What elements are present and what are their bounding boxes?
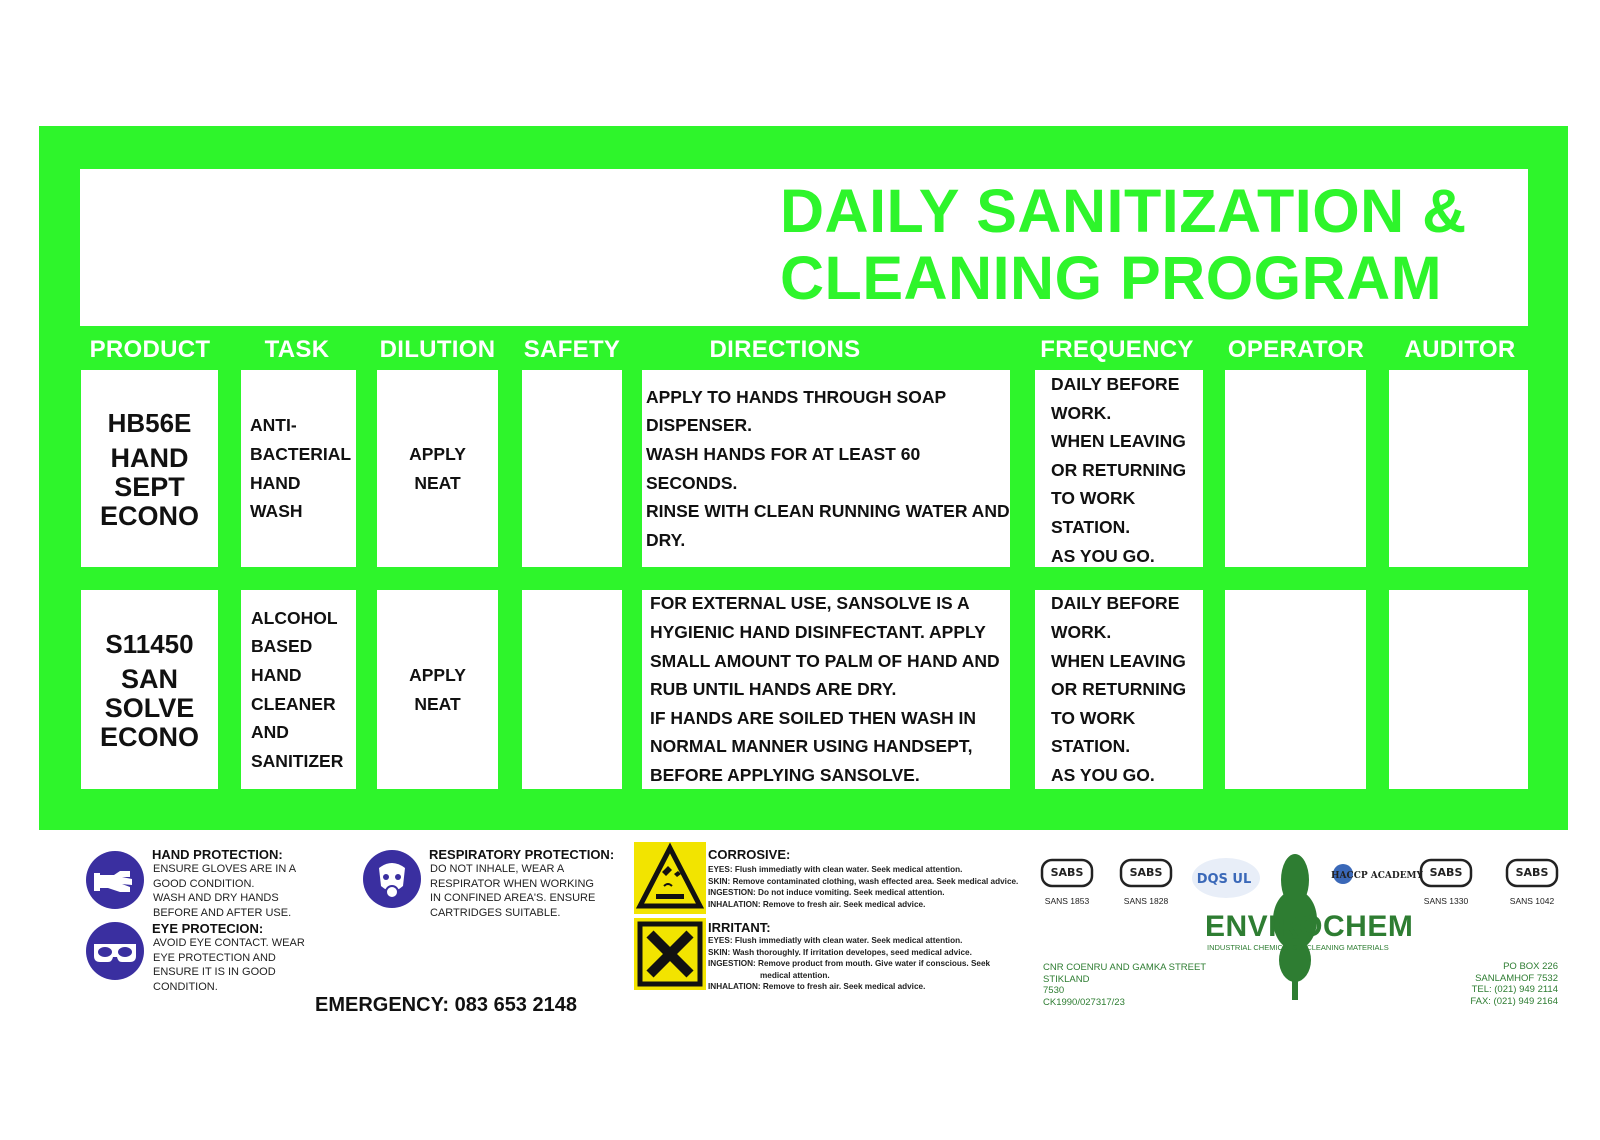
frequency-line: WORK.	[1051, 622, 1112, 643]
product-name-line: SAN	[120, 664, 178, 694]
directions-line: RINSE WITH CLEAN RUNNING WATER AND	[646, 501, 1010, 522]
irritant-line: EYES: Flush immediatly with clean water. Seek medical attention.	[708, 936, 963, 945]
header-operator: OPERATOR	[1227, 336, 1365, 363]
frequency-line: AS YOU GO.	[1051, 764, 1155, 785]
directions-line: NORMAL MANNER USING HANDSEPT,	[650, 736, 973, 757]
hand-protection-line: WASH AND DRY HANDS	[153, 892, 279, 904]
header-auditor: AUDITOR	[1404, 336, 1516, 363]
svg-text:HACCP ACADEMY: HACCP ACADEMY	[1331, 871, 1423, 881]
sabs-badge-1330	[1417, 858, 1475, 906]
frequency-line: DAILY BEFORE	[1051, 593, 1180, 614]
product-code: S11450	[105, 629, 194, 659]
hand-protection-line: BEFORE AND AFTER USE.	[153, 906, 292, 919]
sabs-badge-1853	[1038, 858, 1096, 906]
frequency-line: OR RETURNING	[1051, 459, 1187, 480]
product-name-line: SEPT	[114, 472, 185, 502]
table-row-1-safety	[522, 370, 622, 567]
hand-protection-title: HAND PROTECTION:	[152, 847, 283, 862]
corrosive-line: EYES: Flush immediatly with clean water. Seek medical attention.	[708, 865, 963, 874]
certification-caption: SANS 1042	[1509, 896, 1555, 906]
irritant-line: INHALATION: Remove to fresh air. Seek medical advice.	[708, 982, 926, 991]
directions-line: IF HANDS ARE SOILED THEN WASH IN	[650, 707, 977, 728]
table-row-1-product	[81, 370, 218, 567]
corrosive-line: SKIN: Remove contaminated clothing, wash effected area. Seek medical advice.	[708, 876, 1019, 886]
frequency-line: WHEN LEAVING	[1051, 431, 1186, 452]
task-line: WASH	[250, 501, 303, 522]
page-title	[780, 178, 1467, 312]
directions-line: FOR EXTERNAL USE, SANSOLVE IS A	[650, 593, 970, 614]
sabs-badge-1042	[1503, 858, 1561, 906]
directions-line: HYGIENIC HAND DISINFECTANT. APPLY	[650, 622, 986, 643]
table-row-2-dilution	[377, 590, 498, 789]
svg-text:DQS UL: DQS UL	[1196, 872, 1252, 887]
directions-line: DISPENSER.	[646, 415, 752, 436]
task-line: AND	[251, 722, 289, 743]
frequency-line: TO WORK	[1051, 488, 1136, 509]
table-row-1-frequency	[1035, 370, 1203, 567]
certification-caption: SANS 1330	[1423, 896, 1469, 906]
task-line: HAND	[250, 472, 301, 493]
address-line: CNR COENRU AND GAMKA STREET	[1043, 962, 1207, 973]
eye-protection-line: ENSURE IT IS IN GOOD	[153, 966, 276, 978]
brand-name: ENVIROCHEM	[1205, 910, 1414, 943]
brand-tagline: INDUSTRIAL CHEMICALS & CLEANING MATERIALS	[1207, 943, 1389, 952]
eye-protection-line: EYE PROTECTION AND	[153, 951, 276, 964]
product-name-line: ECONO	[99, 501, 199, 531]
table-row-2-safety	[522, 590, 622, 789]
eye-protection-text	[153, 936, 305, 994]
respiratory-protection-line: CARTRIDGES SUITABLE.	[430, 906, 561, 919]
eye-protection-line: CONDITION.	[153, 980, 218, 993]
corrosive-icon	[634, 842, 706, 914]
contact-line: TEL: (021) 949 2114	[1471, 984, 1558, 995]
corrosive-line: INGESTION: Do not induce vomiting. Seek medical attention.	[708, 888, 945, 897]
contact-line: PO BOX 226	[1503, 961, 1558, 972]
task-line: ANTI-	[250, 415, 297, 436]
task-line: BACTERIAL	[250, 443, 352, 464]
irritant-x-icon	[634, 918, 706, 990]
respirator-icon	[363, 850, 421, 908]
task-line: CLEANER	[251, 693, 336, 714]
table-row-1-dilution	[377, 370, 498, 567]
eye-protection-title: EYE PROTECION:	[152, 921, 264, 936]
svg-text:SABS: SABS	[1050, 866, 1084, 879]
respiratory-protection-title: RESPIRATORY PROTECTION:	[429, 847, 615, 862]
certification-caption: SANS 1828	[1123, 896, 1169, 906]
svg-text:SABS: SABS	[1129, 866, 1163, 879]
header-dilution: DILUTION	[379, 336, 496, 363]
title-line-1: DAILY SANITIZATION &	[780, 177, 1467, 245]
product-name-line: ECONO	[99, 722, 199, 752]
dilution-line: APPLY	[409, 443, 466, 464]
gloves-icon	[86, 851, 144, 909]
product-name-line: HAND	[110, 443, 189, 473]
brand-contact	[1470, 961, 1558, 1007]
table-row-2-operator[interactable]	[1225, 590, 1366, 789]
haccp-academy-badge	[1331, 856, 1423, 901]
goggles-icon	[86, 922, 144, 980]
dilution-line: NEAT	[414, 472, 461, 493]
table-row-2-frequency	[1035, 590, 1203, 789]
task-line: SANITIZER	[251, 750, 344, 771]
directions-line: APPLY TO HANDS THROUGH SOAP	[646, 386, 947, 407]
frequency-line: STATION.	[1051, 736, 1131, 757]
respiratory-protection-text	[430, 862, 595, 920]
dilution-line: NEAT	[414, 693, 461, 714]
frequency-line: OR RETURNING	[1051, 679, 1187, 700]
frequency-line: TO WORK	[1051, 707, 1136, 728]
product-name-line: SOLVE	[104, 693, 195, 723]
contact-line: FAX: (021) 949 2164	[1470, 995, 1558, 1007]
directions-line: SMALL AMOUNT TO PALM OF HAND AND	[650, 650, 1000, 671]
table-row-1-directions	[642, 370, 1010, 567]
task-line: HAND	[251, 664, 302, 685]
dilution-line: APPLY	[409, 664, 466, 685]
sabs-badge-1828	[1117, 858, 1175, 906]
header-directions: DIRECTIONS	[709, 336, 861, 363]
irritant-line: medical attention.	[760, 970, 830, 980]
irritant-title: IRRITANT:	[708, 920, 771, 935]
table-row-2-directions	[642, 590, 1010, 789]
frequency-line: AS YOU GO.	[1051, 545, 1155, 566]
header-product: PRODUCT	[89, 336, 211, 363]
certification-caption: SANS 1853	[1044, 896, 1090, 906]
header-task: TASK	[264, 336, 330, 363]
frequency-line: WHEN LEAVING	[1051, 650, 1186, 671]
eye-protection-line: AVOID EYE CONTACT. WEAR	[153, 937, 305, 949]
address-line: 7530	[1043, 985, 1065, 996]
directions-line: WASH HANDS FOR AT LEAST 60 SECONDS.	[646, 443, 921, 493]
frequency-line: DAILY BEFORE	[1051, 374, 1180, 394]
dqs-ul-badge	[1186, 856, 1262, 905]
respiratory-protection-line: DO NOT INHALE, WEAR A	[430, 863, 565, 875]
task-line: ALCOHOL	[251, 607, 338, 628]
directions-line: DRY.	[646, 529, 686, 550]
table-row-2-auditor[interactable]	[1389, 590, 1528, 789]
table-row-2-task	[241, 590, 356, 789]
irritant-line: INGESTION: Remove product from mouth. Give water if conscious. Seek	[708, 959, 991, 968]
respiratory-protection-line: RESPIRATOR WHEN WORKING	[430, 877, 594, 890]
product-code: HB56E	[107, 408, 192, 438]
irritant-text	[708, 935, 990, 993]
hand-protection-line: GOOD CONDITION.	[153, 877, 255, 890]
directions-line: RUB UNTIL HANDS ARE DRY.	[650, 679, 897, 700]
hand-protection-text	[153, 862, 296, 920]
irritant-line: SKIN: Wash thoroughly. If irritation developes, seed medical advice.	[708, 947, 972, 957]
emergency-number: EMERGENCY: 083 653 2148	[315, 994, 577, 1016]
respiratory-protection-line: IN CONFINED AREA'S. ENSURE	[430, 892, 596, 904]
table-row-1-task	[241, 370, 356, 567]
table-row-2-product	[81, 590, 218, 789]
svg-text:SABS: SABS	[1429, 866, 1463, 879]
table-row-1-auditor[interactable]	[1389, 370, 1528, 567]
directions-line: BEFORE APPLYING SANSOLVE.	[650, 764, 920, 785]
corrosive-title: CORROSIVE:	[708, 847, 791, 862]
hand-protection-line: ENSURE GLOVES ARE IN A	[153, 863, 297, 875]
header-safety: SAFETY	[523, 336, 621, 363]
frequency-line: WORK.	[1051, 402, 1112, 423]
address-line: CK1990/027317/23	[1043, 996, 1125, 1008]
corrosive-line: INHALATION: Remove to fresh air. Seek medical advice.	[708, 899, 926, 909]
frequency-line: STATION.	[1051, 516, 1131, 537]
address-line: STIKLAND	[1043, 973, 1090, 985]
corrosive-text	[708, 864, 1018, 910]
title-line-2: CLEANING PROGRAM	[780, 244, 1443, 312]
contact-line: SANLAMHOF 7532	[1475, 972, 1558, 984]
brand-address	[1043, 962, 1206, 1008]
svg-text:SABS: SABS	[1515, 866, 1549, 879]
table-row-1-operator[interactable]	[1225, 370, 1366, 567]
header-frequency: FREQUENCY	[1040, 336, 1194, 363]
task-line: BASED	[251, 636, 313, 657]
